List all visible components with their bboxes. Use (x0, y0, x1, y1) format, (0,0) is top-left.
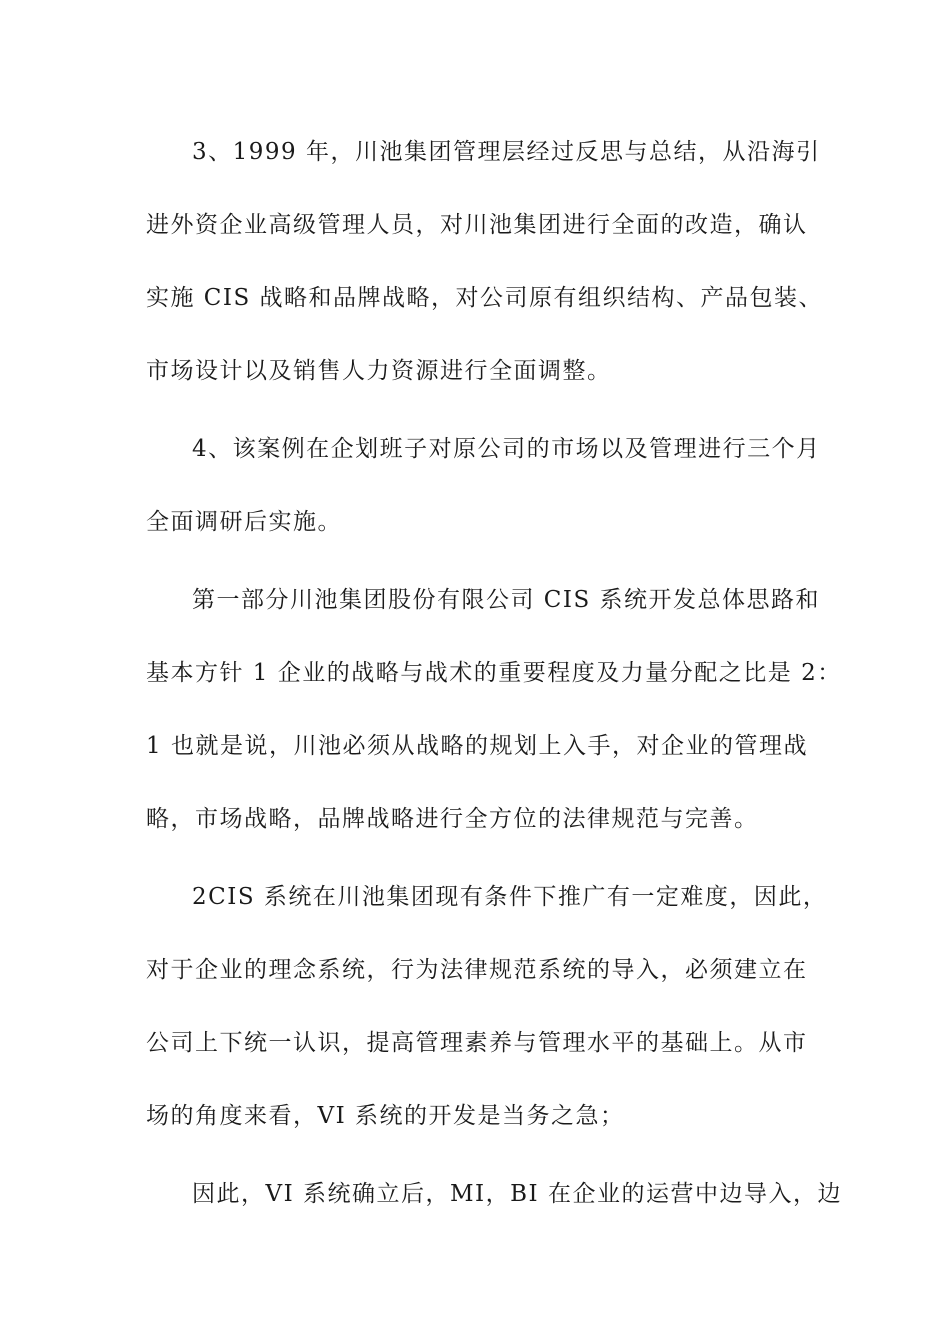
paragraph-2-line-2: 全面调研后实施。 (146, 509, 342, 535)
paragraph-3-line-2: 基本方针 1 企业的战略与战术的重要程度及力量分配之比是 2： (146, 660, 842, 686)
paragraph-3-line-1: 第一部分川池集团股份有限公司 CIS 系统开发总体思路和 (192, 587, 821, 613)
paragraph-4-line-2: 对于企业的理念系统，行为法律规范系统的导入，必须建立在 (146, 957, 808, 983)
paragraph-4-line-3: 公司上下统一认识，提高管理素养与管理水平的基础上。从市 (146, 1030, 808, 1056)
paragraph-1-line-1: 3、1999 年，川池集团管理层经过反思与总结，从沿海引 (192, 139, 821, 165)
paragraph-3-line-3: 1 也就是说，川池必须从战略的规划上入手，对企业的管理战 (146, 733, 808, 759)
paragraph-4-line-4: 场的角度来看，VI 系统的开发是当务之急； (146, 1103, 625, 1129)
paragraph-3-line-4: 略，市场战略，品牌战略进行全方位的法律规范与完善。 (146, 806, 759, 832)
paragraph-1-line-3: 实施 CIS 战略和品牌战略，对公司原有组织结构、产品包装、 (146, 285, 824, 311)
paragraph-4-line-1: 2CIS 系统在川池集团现有条件下推广有一定难度，因此， (192, 884, 828, 910)
paragraph-2-line-1: 4、该案例在企划班子对原公司的市场以及管理进行三个月 (192, 436, 821, 462)
paragraph-1-line-4: 市场设计以及销售人力资源进行全面调整。 (146, 358, 612, 384)
paragraph-1-line-2: 进外资企业高级管理人员，对川池集团进行全面的改造，确认 (146, 212, 808, 238)
paragraph-5-line-1: 因此，VI 系统确立后，MI，BI 在企业的运营中边导入，边 (192, 1181, 842, 1207)
